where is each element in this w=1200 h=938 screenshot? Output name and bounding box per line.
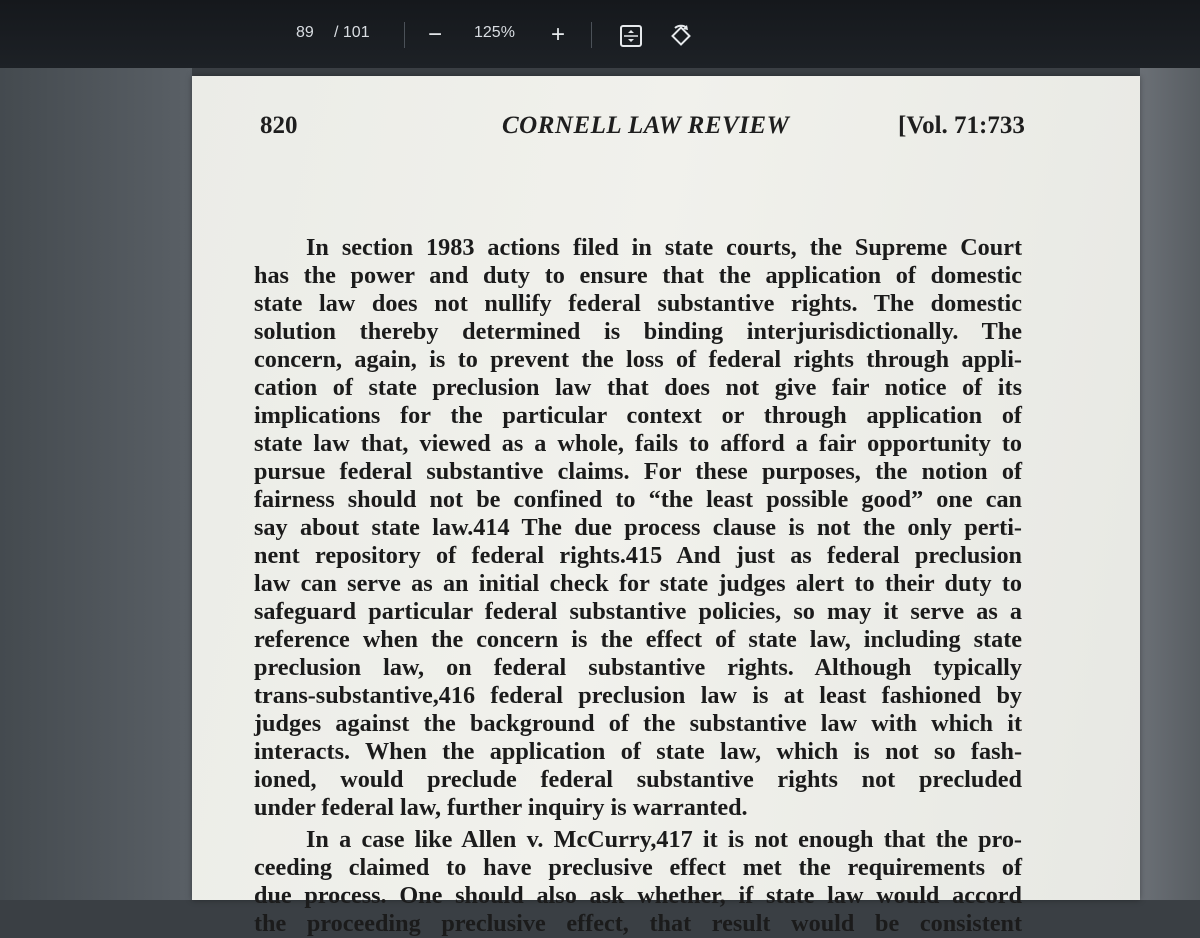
page-header-volume: [Vol. 71:733 xyxy=(898,112,1025,139)
zoom-level[interactable]: 125% xyxy=(474,24,515,41)
text-line: trans-substantive,416 federal preclusion law is at least fashioned by xyxy=(254,682,1022,709)
text-line: pursue federal substantive claims. For these purposes, the notion of xyxy=(254,458,1022,485)
text-line: ceeding claimed to have preclusive effect met the requirements of xyxy=(254,854,1022,881)
text-line: preclusion law, on federal substantive rights. Although typically xyxy=(254,654,1022,681)
text-line: interacts. When the application of state law, which is not so fash- xyxy=(254,738,1022,765)
text-line: solution thereby determined is binding interjurisdictionally. The xyxy=(254,318,1022,345)
viewer-background-left xyxy=(0,68,192,900)
text-line: cation of state preclusion law that does not give fair notice of its xyxy=(254,374,1022,401)
text-line: judges against the background of the substantive law with which it xyxy=(254,710,1022,737)
toolbar-divider xyxy=(591,22,592,48)
zoom-in-button[interactable]: + xyxy=(550,21,565,48)
page-total: / 101 xyxy=(334,24,370,41)
text-line: nent repository of federal rights.415 And just as federal preclusion xyxy=(254,542,1022,569)
toolbar-divider xyxy=(404,22,405,48)
text-line: say about state law.414 The due process clause is not the only perti- xyxy=(254,514,1022,541)
text-line: fairness should not be confined to “the least possible good” one can xyxy=(254,486,1022,513)
text-line: state law does not nullify federal substantive rights. The domestic xyxy=(254,290,1022,317)
page-header-journal: CORNELL LAW REVIEW xyxy=(502,112,790,139)
pdf-toolbar xyxy=(0,0,1200,68)
text-line: In section 1983 actions filed in state courts, the Supreme Court xyxy=(306,234,1022,261)
page-header-number: 820 xyxy=(260,112,298,139)
text-line: ioned, would preclude federal substantive rights not precluded xyxy=(254,766,1022,793)
text-line: has the power and duty to ensure that the application of domestic xyxy=(254,262,1022,289)
text-line: concern, again, is to prevent the loss of federal rights through appli- xyxy=(254,346,1022,373)
text-line: In a case like Allen v. McCurry,417 it is not enough that the pro- xyxy=(306,826,1022,853)
text-line: under federal law, further inquiry is warranted. xyxy=(254,794,748,821)
rotate-icon[interactable] xyxy=(669,24,693,48)
text-line: law can serve as an initial check for state judges alert to their duty to xyxy=(254,570,1022,597)
text-line: implications for the particular context or through application of xyxy=(254,402,1022,429)
document-page xyxy=(192,76,1140,937)
text-line: due process. One should also ask whether, if state law would accord xyxy=(254,882,1022,909)
fit-page-icon[interactable] xyxy=(619,24,643,48)
text-line: the proceeding preclusive effect, that result would be consistent xyxy=(254,910,1022,937)
page-number-input[interactable]: 89 xyxy=(296,24,314,41)
text-line: safeguard particular federal substantive policies, so may it serve as a xyxy=(254,598,1022,625)
zoom-out-button[interactable]: − xyxy=(427,21,442,48)
viewer-background-right xyxy=(1140,68,1200,900)
text-line: state law that, viewed as a whole, fails to afford a fair opportunity to xyxy=(254,430,1022,457)
text-line: reference when the concern is the effect of state law, including state xyxy=(254,626,1022,653)
